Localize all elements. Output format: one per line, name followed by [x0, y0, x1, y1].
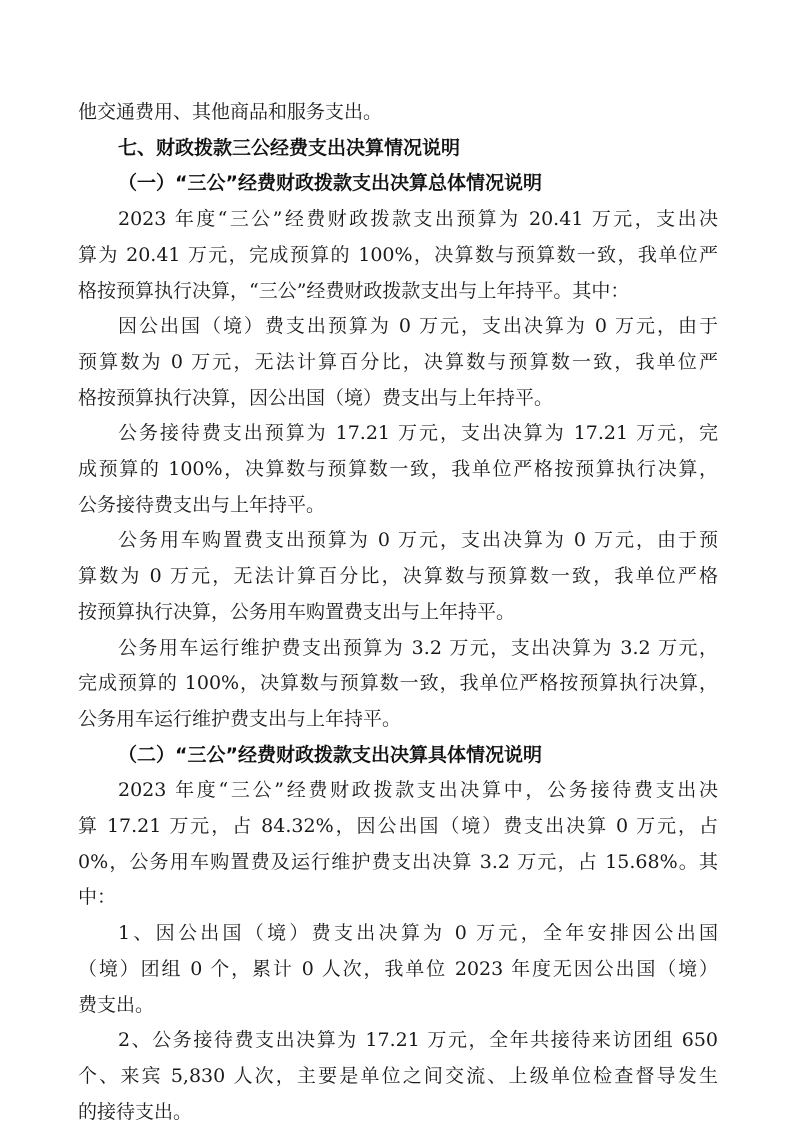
paragraph-line: 他交通费用、其他商品和服务支出。 [78, 101, 383, 123]
section-heading: 七、财政拨款三公经费支出决算情况说明 [118, 137, 461, 159]
paragraph-line: 公务用车运行维护费支出与上年持平。 [78, 708, 402, 730]
paragraph-line: 中： [78, 886, 117, 908]
paragraph-line: 个、来宾 5,830 人次，主要是单位之间交流、上级单位检查督导发生 [78, 1065, 718, 1087]
paragraph-line: 2023 年度“三公”经费财政拨款支出决算中，公务接待费支出决 [118, 779, 718, 801]
section-heading: （一）“三公”经费财政拨款支出决算总体情况说明 [118, 172, 542, 194]
paragraph-line: 算 17.21 万元，占 84.32%，因公出国（境）费支出决算 0 万元，占 [78, 815, 718, 837]
paragraph-line: 的接待支出。 [78, 1101, 193, 1123]
paragraph-line: 2、公务接待费支出决算为 17.21 万元，全年共接待来访团组 650 [118, 1029, 718, 1051]
paragraph-line: 公务用车购置费支出预算为 0 万元，支出决算为 0 万元，由于预 [118, 529, 718, 551]
paragraph-line: 0%，公务用车购置费及运行维护费支出决算 3.2 万元，占 15.68%。其 [78, 851, 718, 873]
paragraph-line: 因公出国（境）费支出预算为 0 万元，支出决算为 0 万元，由于 [118, 315, 718, 337]
paragraph-line: （境）团组 0 个，累计 0 人次，我单位 2023 年度无因公出国（境） [78, 958, 718, 980]
paragraph-line: 成预算的 100%，决算数与预算数一致，我单位严格按预算执行决算， [78, 458, 718, 480]
paragraph-line: 公务接待费支出预算为 17.21 万元，支出决算为 17.21 万元，完 [118, 422, 718, 444]
paragraph-line: 格按预算执行决算，因公出国（境）费支出与上年持平。 [78, 387, 554, 409]
paragraph-line: 预算数为 0 万元，无法计算百分比，决算数与预算数一致，我单位严 [78, 351, 718, 373]
paragraph-line: 公务接待费支出与上年持平。 [78, 494, 326, 516]
paragraph-line: 算数为 0 万元，无法计算百分比，决算数与预算数一致，我单位严格 [78, 565, 718, 587]
paragraph-line: 公务用车运行维护费支出预算为 3.2 万元，支出决算为 3.2 万元， [118, 637, 718, 659]
paragraph-line: 完成预算的 100%，决算数与预算数一致，我单位严格按预算执行决算， [78, 672, 718, 694]
paragraph-line: 1、因公出国（境）费支出决算为 0 万元，全年安排因公出国 [118, 922, 718, 944]
paragraph-line: 算为 20.41 万元，完成预算的 100%，决算数与预算数一致，我单位严 [78, 244, 718, 266]
paragraph-line: 2023 年度“三公”经费财政拨款支出预算为 20.41 万元，支出决 [118, 208, 718, 230]
paragraph-line: 格按预算执行决算，“三公”经费财政拨款支出与上年持平。其中： [78, 280, 630, 302]
section-heading: （二）“三公”经费财政拨款支出决算具体情况说明 [118, 744, 542, 766]
paragraph-line: 费支出。 [78, 994, 155, 1016]
paragraph-line: 按预算执行决算，公务用车购置费支出与上年持平。 [78, 601, 516, 623]
